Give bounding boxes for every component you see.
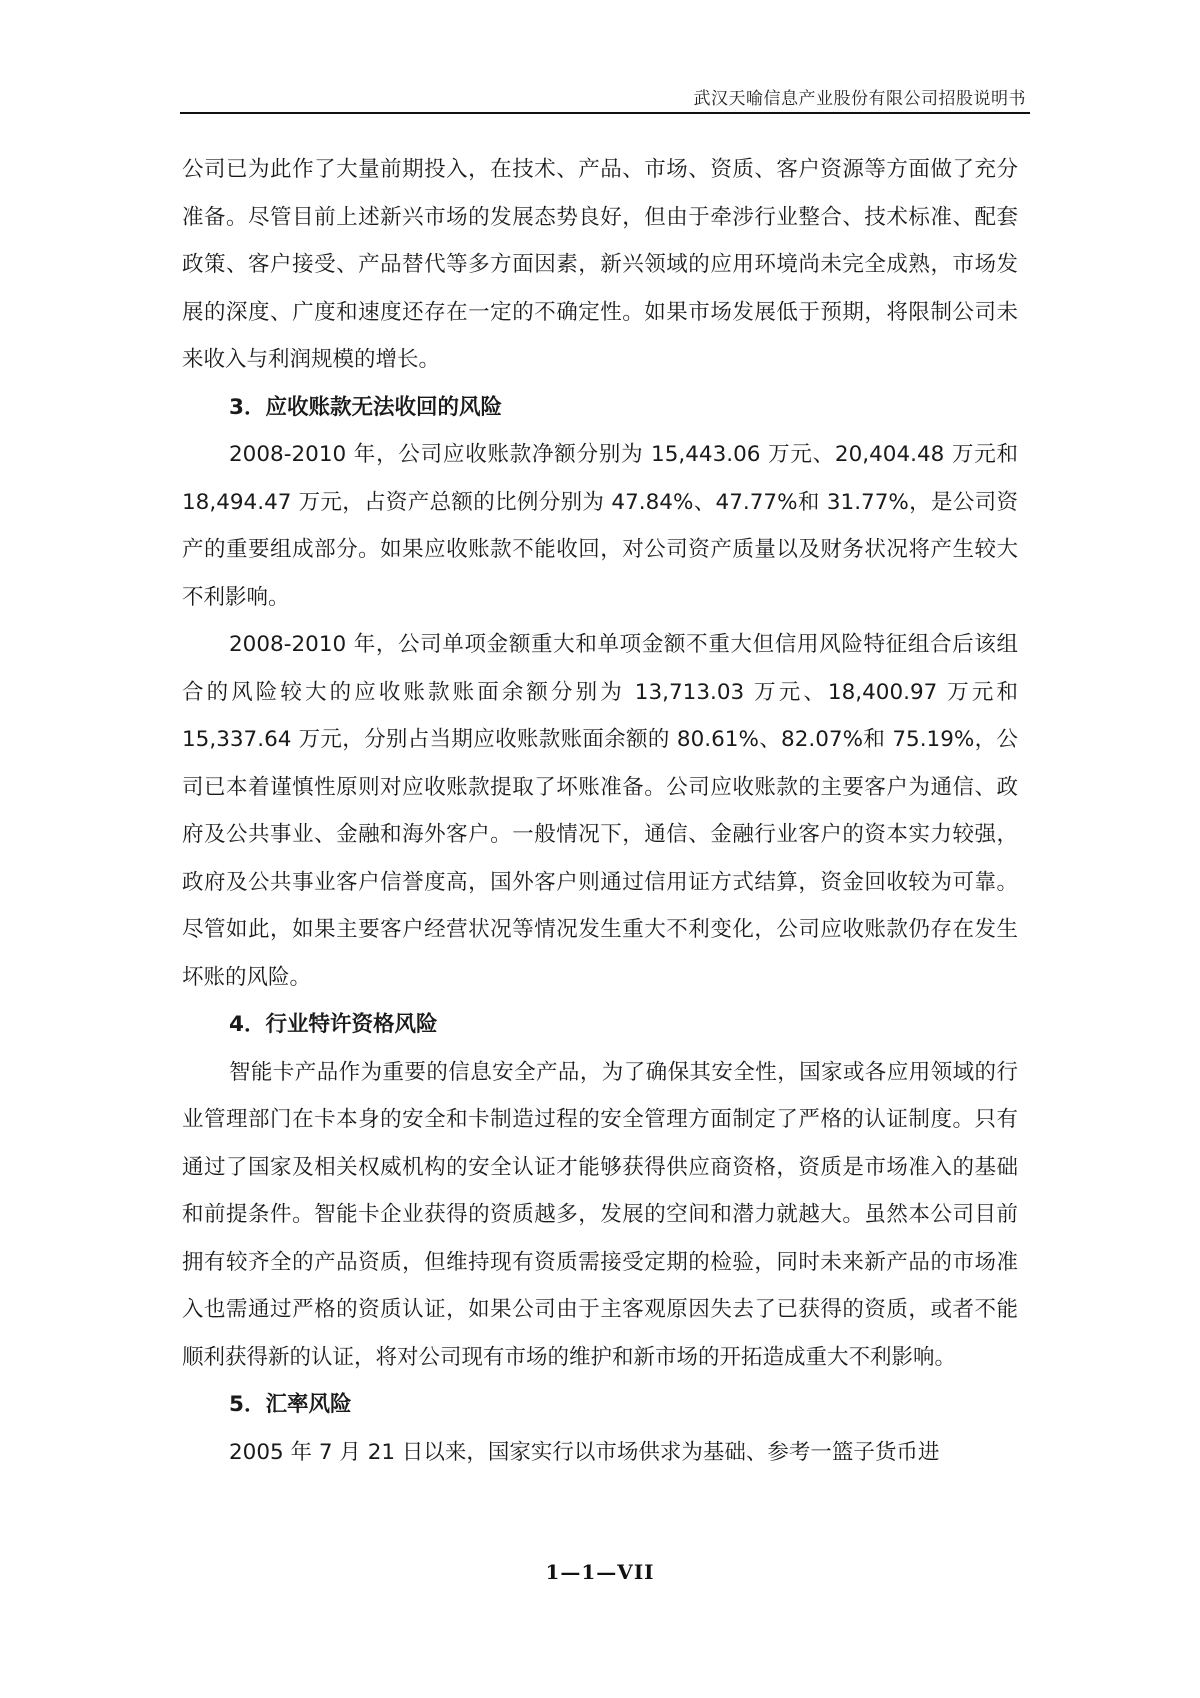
paragraph-continuation: 公司已为此作了大量前期投入，在技术、产品、市场、资质、客户资源等方面做了充分准备。尽管目前上述新兴市场的发展态势良好，但由于牵涉行业整合、技术标准、配套政策、客户接受、产品替代等多方面因素，新兴领域的应用环境尚未完全成熟，市场发展的深度、广度和速度还存在一定的不确定性。如果市场发展低于预期，将限制公司未来收入与利润规模的增长。 <box>182 157 1018 372</box>
document-body <box>182 146 1018 1476</box>
paragraph-receivables-net: 2008-2010 年，公司应收账款净额分别为 15,443.06 万元、20,404.48 万元和 18,494.47 万元，占资产总额的比例分别为 47.84%、47.77%和 31.77%，是公司资产的重要组成部分。如果应收账款不能收回，对公司资产质量以及财务状况将产生较大不利影响。 <box>182 442 1018 610</box>
page-number: 1—1—VII <box>545 1560 655 1584</box>
section-heading-exchange-rate-risk: 5．汇率风险 <box>229 1392 352 1417</box>
section-heading-license-risk: 4．行业特许资格风险 <box>229 1012 438 1037</box>
paragraph-receivables-balance: 2008-2010 年，公司单项金额重大和单项金额不重大但信用风险特征组合后该组合的风险较大的应收账款账面余额分别为 13,713.03 万元、18,400.97 万元和 15,337.64 万元，分别占当期应收账款账面余额的 80.61%、82.07%和 75.19%，公司已本着谨慎性原则对应收账款提取了坏账准备。公司应收账款的主要客户为通信、政府及公共事业、金融和海外客户。一般情况下，通信、金融行业客户的资本实力较强，政府及公共事业客户信誉度高，国外客户则通过信用证方式结算，资金回收较为可靠。尽管如此，如果主要客户经营状况等情况发生重大不利变化，公司应收账款仍存在发生坏账的风险。 <box>182 632 1018 990</box>
paragraph-license-risk: 智能卡产品作为重要的信息安全产品，为了确保其安全性，国家或各应用领域的行业管理部门在卡本身的安全和卡制造过程的安全管理方面制定了严格的认证制度。只有通过了国家及相关权威机构的安全认证才能够获得供应商资格，资质是市场准入的基础和前提条件。智能卡企业获得的资质越多，发展的空间和潜力就越大。虽然本公司目前拥有较齐全的产品资质，但维持现有资质需接受定期的检验，同时未来新产品的市场准入也需通过严格的资质认证，如果公司由于主客观原因失去了已获得的资质，或者不能顺利获得新的认证，将对公司现有市场的维护和新市场的开拓造成重大不利影响。 <box>182 1059 1018 1370</box>
page-header <box>180 84 1030 114</box>
section-heading-receivables-risk: 3．应收账款无法收回的风险 <box>229 394 502 420</box>
header-title: 武汉天喻信息产业股份有限公司招股说明书 <box>693 89 1026 109</box>
paragraph-exchange-rate: 2005 年 7 月 21 日以来，国家实行以市场供求为基础、参考一篮子货币进 <box>229 1439 940 1465</box>
